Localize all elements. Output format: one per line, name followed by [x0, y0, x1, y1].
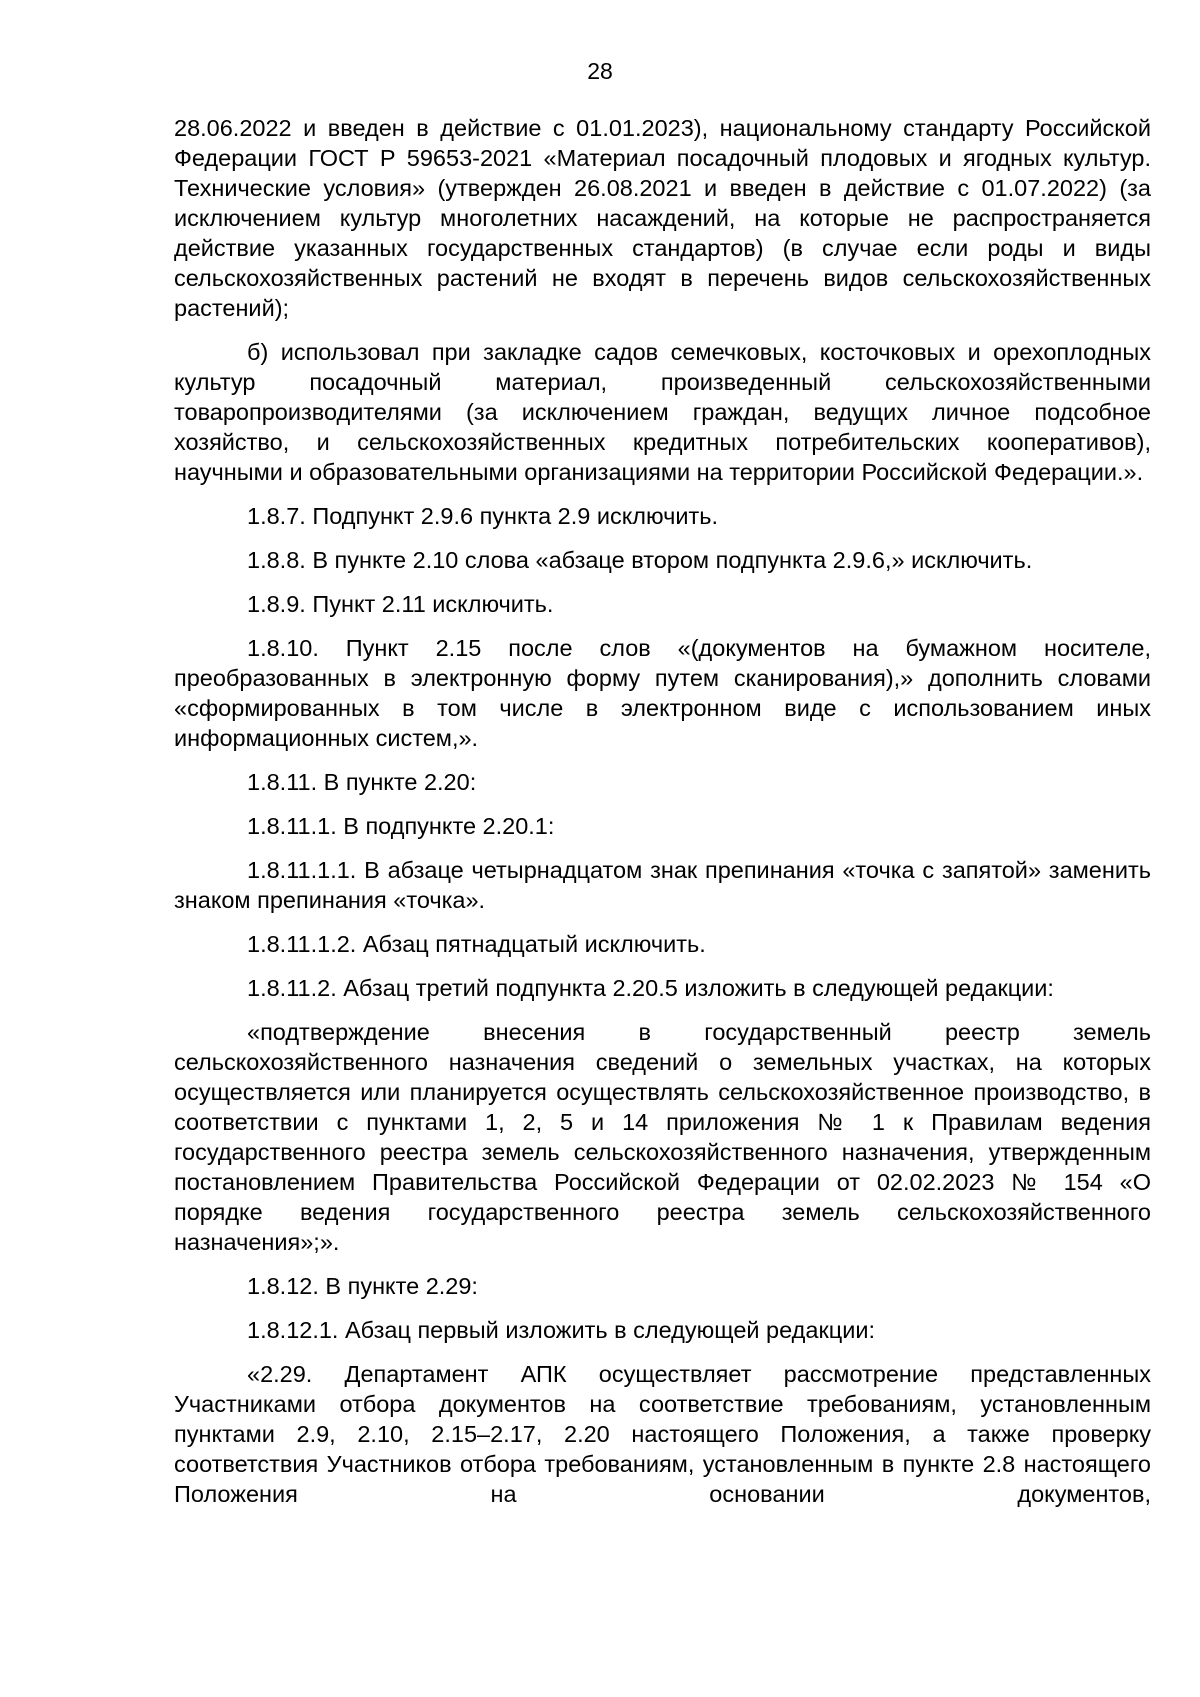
paragraph: 1.8.11. В пункте 2.20: [247, 769, 477, 795]
paragraph: 1.8.12.1. Абзац первый изложить в следующей редакции: [247, 1317, 875, 1343]
paragraph: 1.8.11.1.2. Абзац пятнадцатый исключить. [247, 931, 706, 957]
paragraph: 1.8.9. Пункт 2.11 исключить. [247, 591, 554, 617]
paragraph: 28.06.2022 и введен в действие с 01.01.2023), национальному стандарту Российской Федерации ГОСТ Р 59653-2021 «Материал посадочный плодовых и ягодных культур. Технические условия» (утвержден 26.08.2021 и введен в действие с 01.07.2022) (за исключением культур многолетних насаждений, на которые не распространяется действие указанных государственных стандартов) (в случае если роды и виды сельскохозяйственных растений не входят в перечень видов сельскохозяйственных растений); [174, 115, 1151, 321]
paragraph: 1.8.8. В пункте 2.10 слова «абзаце втором подпункта 2.9.6,» исключить. [247, 547, 1033, 573]
page-number: 28 [587, 58, 613, 84]
paragraph: «подтверждение внесения в государственный реестр земель сельскохозяйственного назначения сведений о земельных участках, на которых осуществляется или планируется осуществлять сельскохозяйственное производство, в соответствии с пунктами 1, 2, 5 и 14 приложения № 1 к Правилам ведения государственного реестра земель сельскохозяйственного назначения, утвержденным постановлением Правительства Российской Федерации от 02.02.2023 № 154 «О порядке ведения государственного реестра земель сельскохозяйственного назначения»;». [174, 1019, 1151, 1255]
paragraph: 1.8.7. Подпункт 2.9.6 пункта 2.9 исключить. [247, 503, 719, 529]
paragraph: 1.8.12. В пункте 2.29: [247, 1273, 478, 1299]
paragraph: 1.8.10. Пункт 2.15 после слов «(документов на бумажном носителе, преобразованных в электронную форму путем сканирования),» дополнить словами «сформированных в том числе в электронном виде с использованием иных информационных систем,». [174, 635, 1151, 751]
paragraph: «2.29. Департамент АПК осуществляет рассмотрение представленных Участниками отбора документов на соответствие требованиям, установленным пунктами 2.9, 2.10, 2.15–2.17, 2.20 настоящего Положения, а также проверку соответствия Участников отбора требованиям, установленным в пункте 2.8 настоящего Положения на основании документов, [174, 1361, 1151, 1507]
document-body [174, 113, 1151, 1523]
paragraph: 1.8.11.1. В подпункте 2.20.1: [247, 813, 555, 839]
paragraph: 1.8.11.1.1. В абзаце четырнадцатом знак препинания «точка с запятой» заменить знаком препинания «точка». [174, 857, 1151, 913]
paragraph: 1.8.11.2. Абзац третий подпункта 2.20.5 изложить в следующей редакции: [247, 975, 1054, 1001]
paragraph: б) использовал при закладке садов семечковых, косточковых и орехоплодных культур посадочный материал, произведенный сельскохозяйственными товаропроизводителями (за исключением граждан, ведущих личное подсобное хозяйство, и сельскохозяйственных кредитных потребительских кооперативов), научными и образовательными организациями на территории Российской Федерации.». [174, 339, 1151, 485]
